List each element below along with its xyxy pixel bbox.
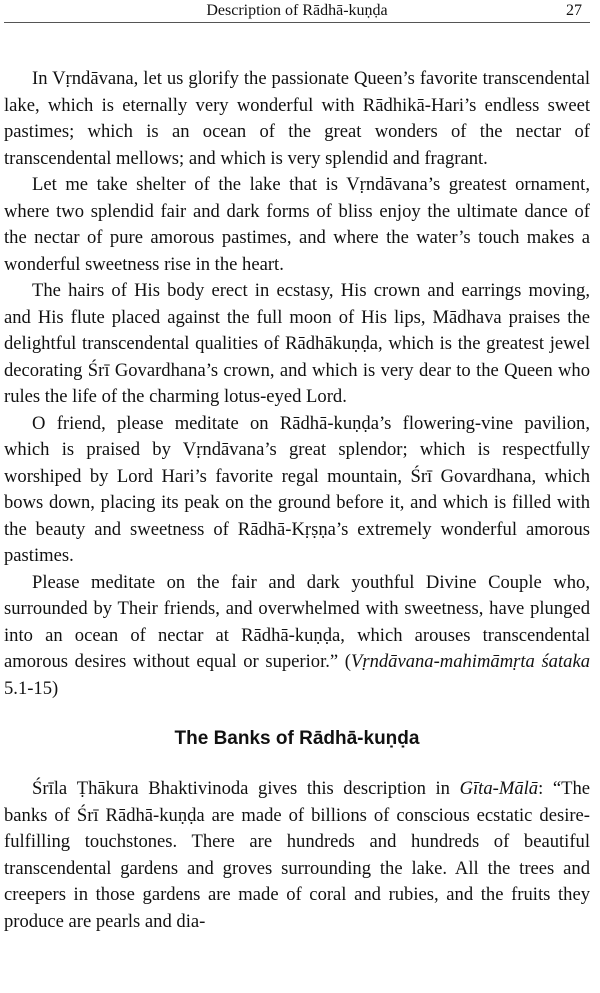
intro-text-after: : “The banks of Śrī Rādhā-kuṇḍa are made of billions of conscious ecstatic desire-fulfilling touchstones. There are hundreds and hundreds of beautiful transcendental gardens and groves surrounding the lake. All the trees and creepers in those gardens are made of coral and rubies, and the fruits they produce are pearls and dia- <box>4 778 590 932</box>
body-text <box>4 66 590 935</box>
running-head <box>4 0 590 22</box>
running-head-title: Description of Rādhā-kuṇḍa <box>206 2 388 19</box>
paragraph-with-citation <box>4 570 590 703</box>
page-number: 27 <box>566 2 582 19</box>
intro-text-before: Śrīla Ṭhākura Bhaktivinoda gives this description in <box>32 778 460 799</box>
section-intro-paragraph <box>4 776 590 935</box>
paragraph-text: Please meditate on the fair and dark youthful Divine Couple who, surrounded by Their friends, and overwhelmed with sweetness, have plunged into an ocean of nectar at Rādhā-kuṇḍa, which arouses transcendental amorous desires without equal or superior.” ( <box>4 571 590 672</box>
paragraph: The hairs of His body erect in ecstasy, His crown and earrings moving, and His flute placed against the full moon of His lips, Mādhava praises the delightful transcendental qualities of Rādhākuṇḍa, which is the greatest jewel decorating Śrī Govardhana’s crown, and which is very dear to the Queen who rules the life of the charming lotus-eyed Lord. <box>4 280 590 407</box>
citation-title: Vṛndāvana-mahimāmṛta śataka <box>350 651 590 672</box>
citation-suffix: 5.1-15) <box>4 677 59 699</box>
header-rule <box>4 22 590 23</box>
section-heading: The Banks of Rādhā-kuṇḍa <box>174 728 420 749</box>
paragraph: In Vṛndāvana, let us glorify the passionate Queen’s favorite transcendental lake, which is eternally very wonderful with Rādhikā-Hari’s endless sweet pastimes; which is an ocean of the great wonders of the nectar of transcendental mellows; and which is very splendid and fragrant. <box>4 68 590 169</box>
paragraph: Let me take shelter of the lake that is Vṛndāvana’s greatest ornament, where two splendid fair and dark forms of bliss enjoy the ultimate dance of the nectar of pure amorous pastimes, and where the water’s touch makes a wonderful sweetness rise in the heart. <box>4 174 590 275</box>
paragraph: O friend, please meditate on Rādhā-kuṇḍa’s flowering-vine pavilion, which is praised by Vṛndāvana’s great splendor; which is respectfully worshiped by Lord Hari’s favorite regal mountain, Śrī Govardhana, which bows down, placing its peak on the ground before it, and which is filled with the beauty and sweetness of Rādhā-Kṛṣṇa’s extremely wonderful amorous pastimes. <box>4 412 590 566</box>
intro-book-title: Gīta-Mālā <box>459 778 539 799</box>
